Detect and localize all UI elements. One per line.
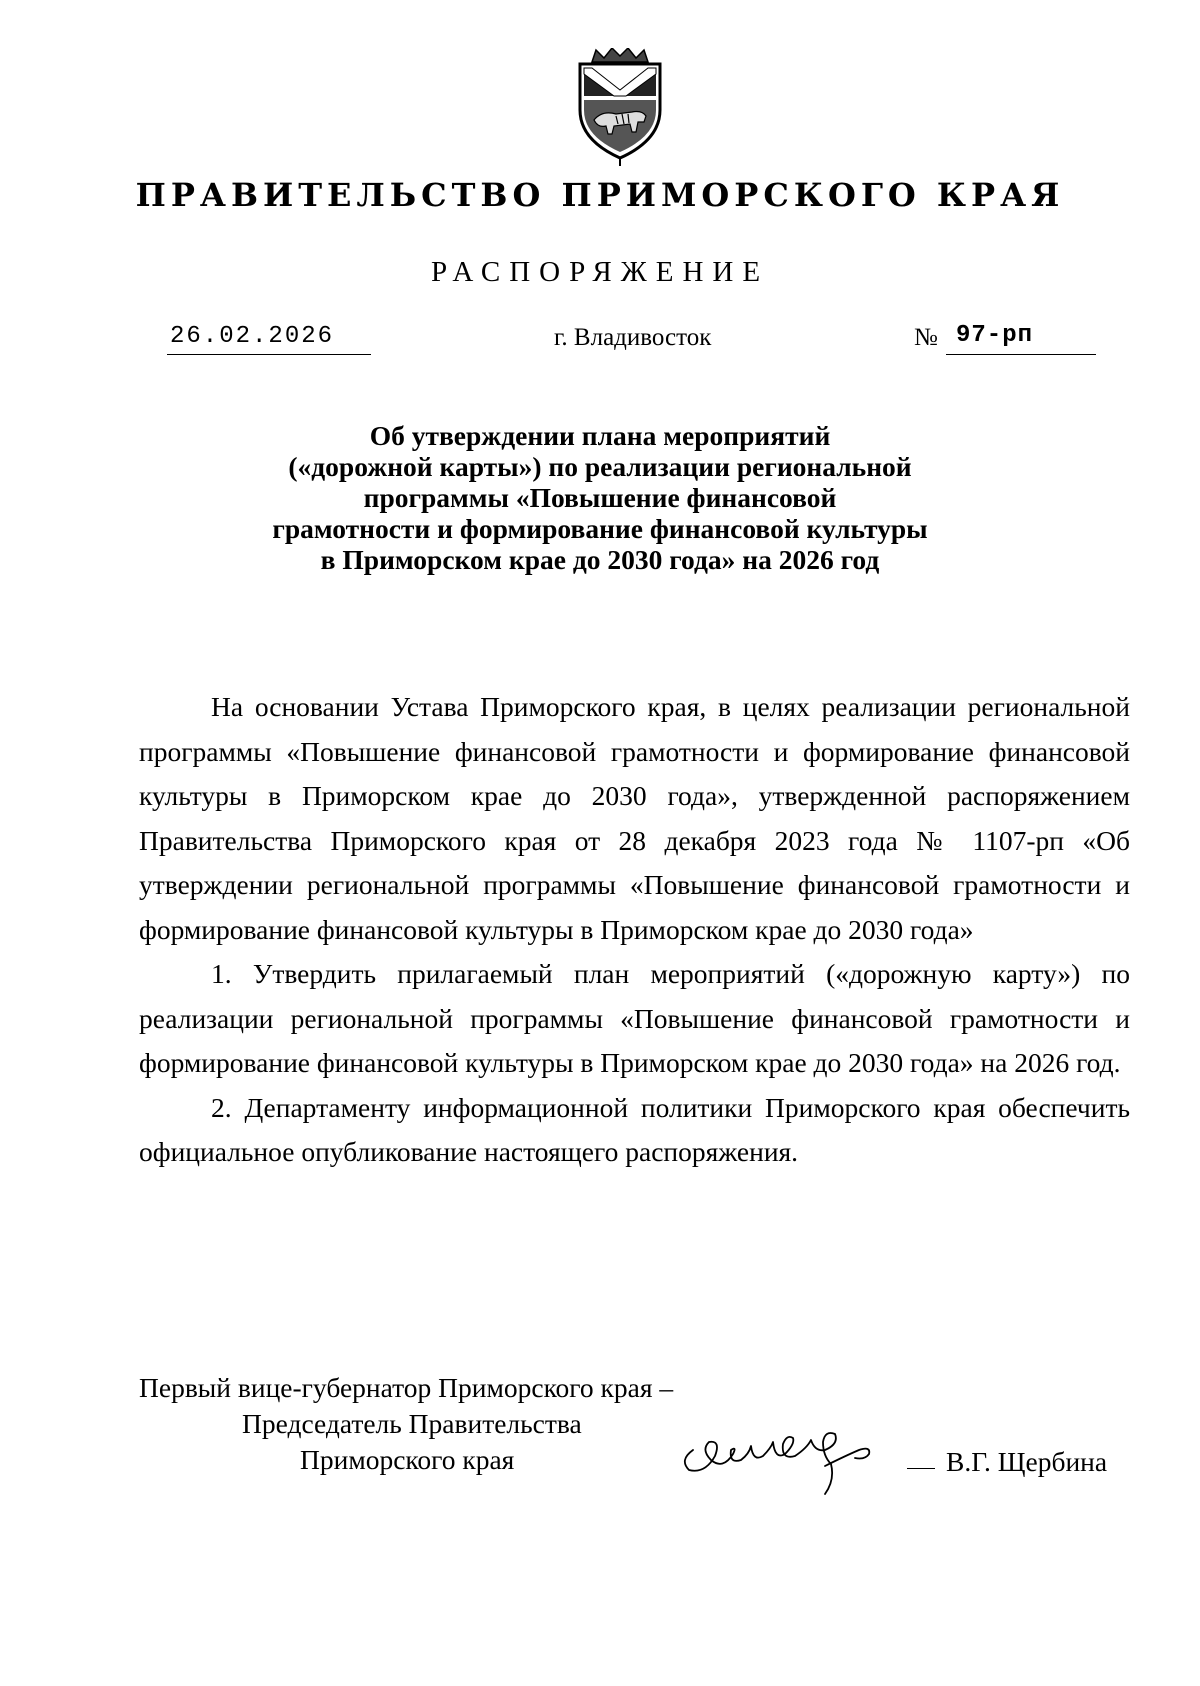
signer-position: [139, 1370, 759, 1478]
number-underline: [946, 354, 1096, 355]
handwritten-signature: [675, 1420, 895, 1498]
document-title: [200, 420, 1000, 575]
document-body: [139, 685, 1130, 1175]
document-number: 97-рп: [956, 322, 1034, 349]
document-city: г. Владивосток: [554, 324, 712, 351]
body-paragraph-preamble: На основании Устава Приморского края, в целях реализации региональной программы «Повышение финансовой грамотности и формирование финансовой культуры в Приморском крае до 2030 года», утвержденной распоряжением Правительства Приморского края от 28 декабря 2023 года № 1107-рп «Об утверждении региональной программы «Повышение финансовой грамотности и формирование финансовой культуры в Приморском крае до 2030 года»: [139, 691, 1130, 945]
title-line: программы «Повышение финансовой: [363, 482, 837, 513]
document-type: РАСПОРЯЖЕНИЕ: [430, 256, 770, 288]
signer-position-line: Председатель Правительства: [242, 1408, 582, 1439]
body-paragraph-item-1: 1. Утвердить прилагаемый план мероприятий («дорожную карту») по реализации региональной программы «Повышение финансовой грамотности и формирование финансовой культуры в Приморском крае до 2030 года» на 2026 год.: [139, 958, 1130, 1078]
number-sign: №: [914, 324, 938, 351]
coat-of-arms-icon: [572, 48, 668, 166]
organization-heading: ПРАВИТЕЛЬСТВО ПРИМОРСКОГО КРАЯ: [135, 176, 1065, 214]
signer-position-line: Первый вице-губернатор Приморского края –: [139, 1372, 674, 1403]
title-line: Об утверждении плана мероприятий: [369, 420, 831, 451]
signature-dash: [907, 1468, 935, 1469]
document-date: 26.02.2026: [170, 323, 335, 350]
signer-name: В.Г. Щербина: [946, 1446, 1108, 1477]
signer-position-line: Приморского края: [300, 1444, 515, 1475]
title-line: («дорожной карты») по реализации региональной: [288, 451, 912, 482]
title-line: грамотности и формирование финансовой культуры: [272, 513, 928, 544]
date-underline: [167, 354, 371, 355]
body-paragraph-item-2: 2. Департаменту информационной политики Приморского края обеспечить официальное опубликование настоящего распоряжения.: [139, 1091, 1130, 1167]
title-line: в Приморском крае до 2030 года» на 2026 год: [320, 544, 880, 575]
